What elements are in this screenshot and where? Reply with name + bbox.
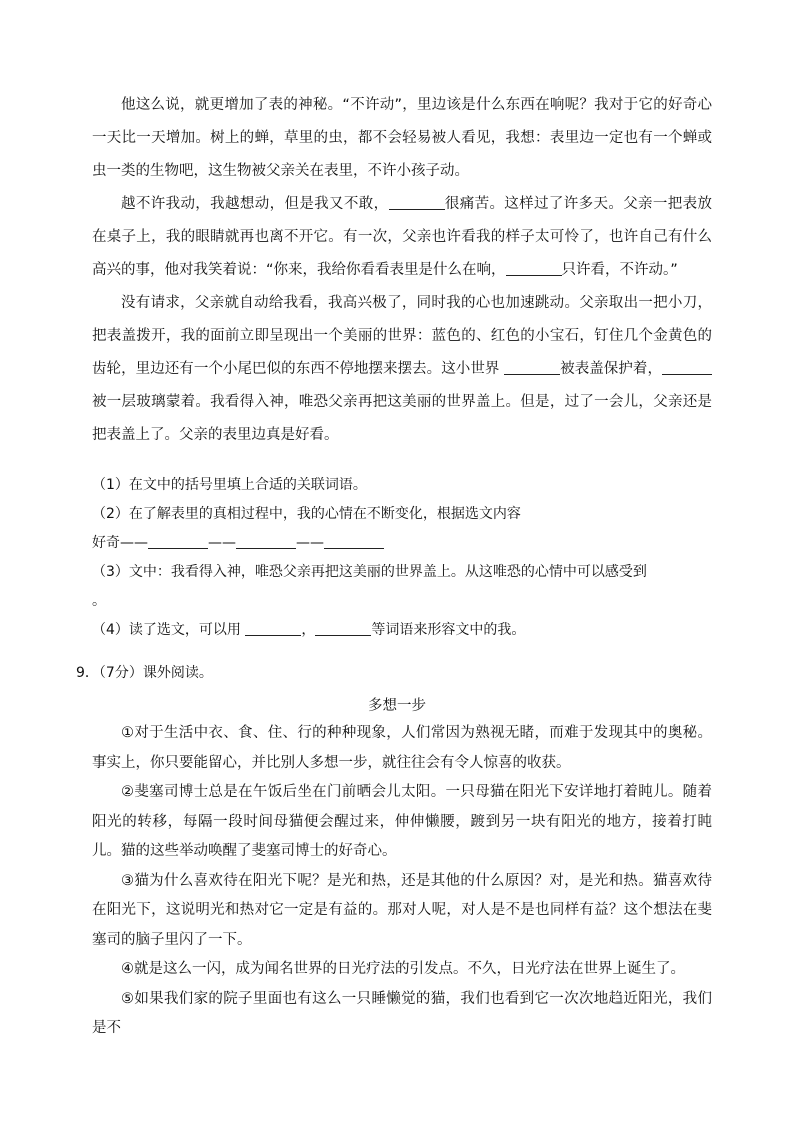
question-4 (92, 616, 712, 645)
question-text: ， (301, 622, 316, 638)
answer-blank[interactable] (504, 357, 560, 375)
passage-text: 被表盖保护着， (560, 361, 663, 377)
reading-passage (92, 89, 712, 452)
passage-text: 被一层玻璃蒙着。我看得入神，唯恐父亲再把这美丽的世界盖上。但是，过了一会儿，父亲还是把表盖上了。父亲的表里边真是好看。 (92, 394, 712, 443)
dash: —— (296, 535, 324, 551)
passage-text: 只许看，不许动。” (561, 262, 678, 278)
answer-blank[interactable] (662, 357, 712, 375)
passage-paragraph-2 (92, 188, 712, 287)
passage-paragraph-3 (92, 287, 712, 452)
answer-blank[interactable] (315, 618, 371, 636)
essay-title: 多想一步 (368, 698, 426, 714)
question-3: （3）文中：我看得入神，唯恐父亲再把这美丽的世界盖上。从这唯恐的心情中可以感受到 (92, 564, 647, 580)
passage-text: 没有请求，父亲就自动给我看，我高兴极了，同时我的心也加速跳动。父亲取出一把小刀，把表盖拨开，我的面前立即呈现出一个美丽的世界：蓝色的、红色的小宝石，钉住几个金黄色的齿轮，里边还有一个小尾巴似的东西不停地摆来摆去。这小世界 (92, 295, 712, 377)
question-2: （2）在了解表里的真相过程中，我的心情在不断变化，根据选文内容 (92, 506, 521, 522)
essay-paragraph-4: ④就是这么一闪，成为闻名世界的日光疗法的引发点。不久，日光疗法在世界上诞生了。 (121, 961, 685, 977)
answer-blank[interactable] (148, 531, 208, 549)
essay-paragraph-3: ③猫为什么喜欢待在阳光下呢？是光和热，还是其他的什么原因？对，是光和热。猫喜欢待在阳光下，这说明光和热对它一定是有益的。那对人呢，对人是不是也同样有益？这个想法在斐塞司的脑子里闪了一下。 (92, 872, 712, 948)
mood-start: 好奇—— (92, 535, 148, 551)
essay-paragraph-1: ①对于生活中衣、食、住、行的种种现象，人们常因为熟视无睹，而难于发现其中的奥秘。事实上，你只要能留心，并比别人多想一步，就往往会有令人惊喜的收获。 (92, 725, 712, 771)
question-2-answer-line (92, 529, 712, 558)
question-text: 等词语来形容文中的我。 (371, 622, 526, 638)
essay-paragraph-5: ⑤如果我们家的院子里面也有这么一只睡懒觉的猫，我们也看到它一次次地趋近阳光，我们是不 (92, 990, 712, 1036)
question-text: （4）读了选文，可以用 (92, 622, 246, 638)
passage-text: 很痛苦。这样过了许多天。父亲一把表放在桌子上，我的眼睛就再也离不开它。有一次，父亲也许看我的样子太可怜了，也许自己有什么高兴的事，他对我笑着说：“你来，我给你看看表里是什么在响， (92, 196, 712, 278)
answer-blank[interactable] (245, 618, 301, 636)
passage-paragraph-1: 他这么说，就更增加了表的神秘。“不许动”，里边该是什么东西在响呢？我对于它的好奇心一天比一天增加。树上的蝉，草里的虫，都不会轻易被人看见，我想：表里边一定也有一个蝉或虫一类的生物吧，这生物被父亲关在表里，不许小孩子动。 (92, 97, 712, 179)
question-list (92, 471, 712, 645)
answer-blank[interactable] (389, 192, 445, 210)
answer-blank[interactable] (236, 531, 296, 549)
answer-blank[interactable] (506, 258, 562, 276)
essay-paragraph-2: ②斐塞司博士总是在午饭后坐在门前晒会儿太阳。一只母猫在阳光下安详地打着盹儿。随着阳光的转移，每隔一段时间母猫便会醒过来，伸伸懒腰，踱到另一块有阳光的地方，接着打盹儿。猫的这些举动唤醒了斐塞司博士的好奇心。 (92, 784, 712, 859)
answer-blank[interactable] (324, 531, 384, 549)
passage-text: 越不许我动，我越想动，但是我又不敢， (121, 196, 389, 212)
essay-body (92, 719, 712, 1044)
question-3-end: 。 (92, 593, 106, 609)
question-1: （1）在文中的括号里填上合适的关联词语。 (92, 477, 367, 493)
question-9-heading: 9．（7分）课外阅读。 (76, 665, 213, 681)
dash: —— (208, 535, 236, 551)
